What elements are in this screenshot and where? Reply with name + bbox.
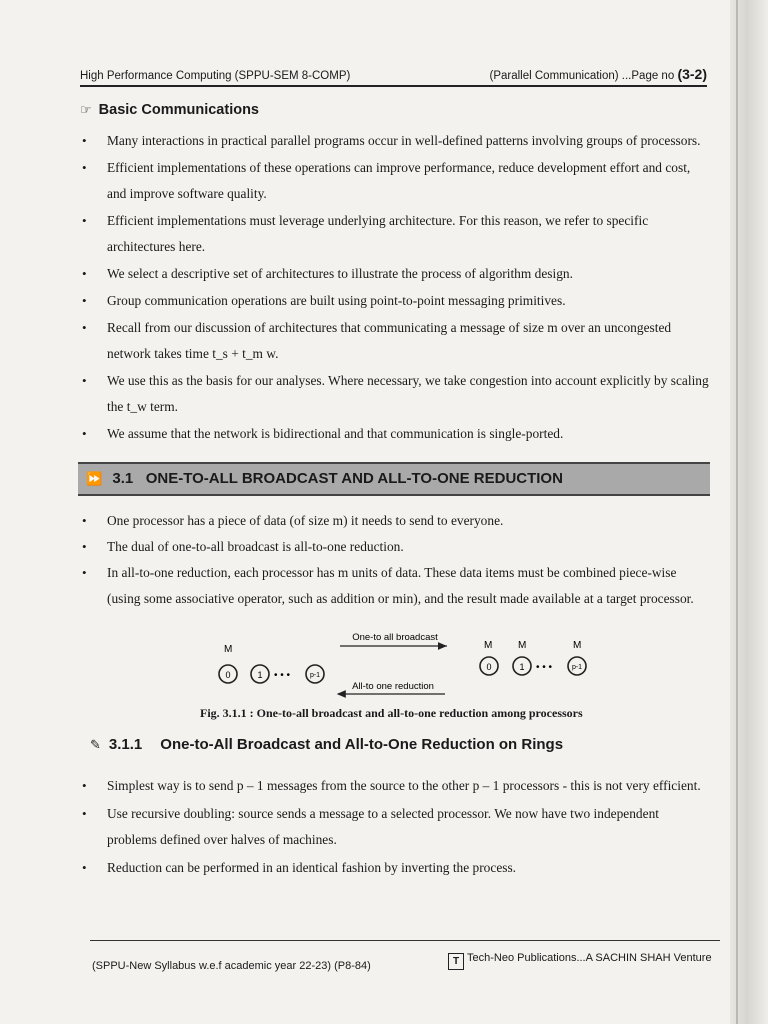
right-node-p1-label: p-1 — [571, 664, 583, 671]
section-number: 3.1 — [112, 470, 134, 487]
footer-syllabus: (SPPU-New Syllabus w.e.f academic year 22-23) (P8-84) — [92, 960, 371, 972]
list-item — [80, 155, 712, 207]
list-item — [80, 560, 712, 612]
figure-caption: Fig. 3.1.1 : One-to-all broadcast and all-to-one reduction among processors — [200, 706, 583, 720]
publisher-logo-icon: T — [448, 953, 464, 970]
left-node-1-label: 1 — [257, 670, 263, 680]
list-item-text: One processor has a piece of data (of size m) it needs to send to everyone. — [107, 513, 504, 528]
list-item — [80, 801, 712, 853]
right-ellipsis: • • • — [536, 662, 553, 673]
basic-communications-heading — [80, 102, 259, 118]
running-head — [80, 63, 707, 87]
subsection-number: 3.1.1 — [108, 736, 143, 753]
list-item-text: Efficient implementations of these operations can improve performance, reduce development effort and cost, and improve software quality. — [107, 160, 691, 201]
subsection-heading — [90, 736, 563, 753]
footer-publisher — [448, 952, 712, 970]
left-ellipsis: • • • — [274, 670, 291, 681]
broadcast-diagram — [0, 630, 768, 710]
broadcast-label: One-to all broadcast — [352, 632, 438, 643]
right-m-label-0: M — [484, 640, 493, 651]
list-item — [80, 855, 712, 881]
list-item-text: Use recursive doubling: source sends a message to a selected processor. We now have two independent problems defined over halves of machines. — [107, 806, 659, 847]
publisher-name: Tech-Neo Publications...A SACHIN SHAH Venture — [467, 952, 712, 964]
list-item-text: Group communication operations are built using point-to-point messaging primitives. — [107, 293, 566, 308]
list-item-text: Simplest way is to send p – 1 messages from the source to the other p – 1 processors - this is not very efficient. — [107, 778, 701, 793]
right-node-0-label: 0 — [486, 662, 492, 672]
list-item-text: Reduction can be performed in an identical fashion by inverting the process. — [107, 860, 517, 875]
list-item — [80, 261, 712, 287]
list-item-text: We use this as the basis for our analyses. Where necessary, we take congestion into account explicitly by scaling the t_w term. — [107, 373, 709, 414]
running-head-title: High Performance Computing (SPPU-SEM 8-COMP) — [80, 70, 351, 82]
list-item — [80, 421, 712, 447]
list-item-text: Many interactions in practical parallel programs occur in well-defined patterns involving groups of processors. — [107, 133, 701, 148]
subsection-title: One-to-All Broadcast and All-to-One Reduction on Rings — [160, 736, 564, 753]
section-title: ONE-TO-ALL BROADCAST AND ALL-TO-ONE REDUCTION — [145, 470, 563, 487]
right-m-label-2: M — [573, 640, 582, 651]
left-node-0-label: 0 — [225, 670, 231, 680]
basic-communications-list — [80, 128, 712, 448]
reduction-label: All-to one reduction — [352, 681, 434, 692]
list-item — [80, 534, 712, 560]
list-item — [80, 368, 712, 420]
list-item-text: In all-to-one reduction, each processor has m units of data. These data items must be combined piece-wise (using some associative operator, such as addition or min), and the result made available at a target processor. — [107, 565, 694, 606]
footer-rule — [90, 940, 720, 941]
list-item — [80, 508, 712, 534]
left-node-p1-label: p-1 — [309, 672, 321, 679]
list-item — [80, 773, 712, 799]
pointing-hand-icon: ☞ — [80, 102, 92, 117]
section-banner — [78, 462, 710, 496]
list-item — [80, 315, 712, 367]
fast-forward-icon: ⏩ — [86, 471, 103, 486]
running-head-page — [490, 66, 708, 82]
subsection-list — [80, 773, 712, 883]
list-item — [80, 288, 712, 314]
page-number: (3-2) — [677, 66, 707, 82]
list-item — [80, 128, 712, 154]
page-edge-line — [736, 0, 738, 1024]
section-list — [80, 508, 712, 612]
right-node-1-label: 1 — [519, 662, 525, 672]
list-item-text: We select a descriptive set of architectures to illustrate the process of algorithm design. — [107, 266, 573, 281]
list-item — [80, 208, 712, 260]
left-m-label: M — [224, 644, 233, 655]
running-head-chapter: (Parallel Communication) ...Page no — [489, 70, 675, 82]
pencil-icon: ✎ — [90, 737, 101, 752]
list-item-text: Recall from our discussion of architectures that communicating a message of size m over an uncongested network takes time t_s + t_m w. — [107, 320, 672, 361]
list-item-text: Efficient implementations must leverage underlying architecture. For this reason, we refer to specific architectures here. — [107, 213, 649, 254]
list-item-text: We assume that the network is bidirectional and that communication is single-ported. — [107, 426, 564, 441]
basic-heading-text: Basic Communications — [98, 102, 259, 118]
right-m-label-1: M — [518, 640, 527, 651]
list-item-text: The dual of one-to-all broadcast is all-to-one reduction. — [107, 539, 404, 554]
